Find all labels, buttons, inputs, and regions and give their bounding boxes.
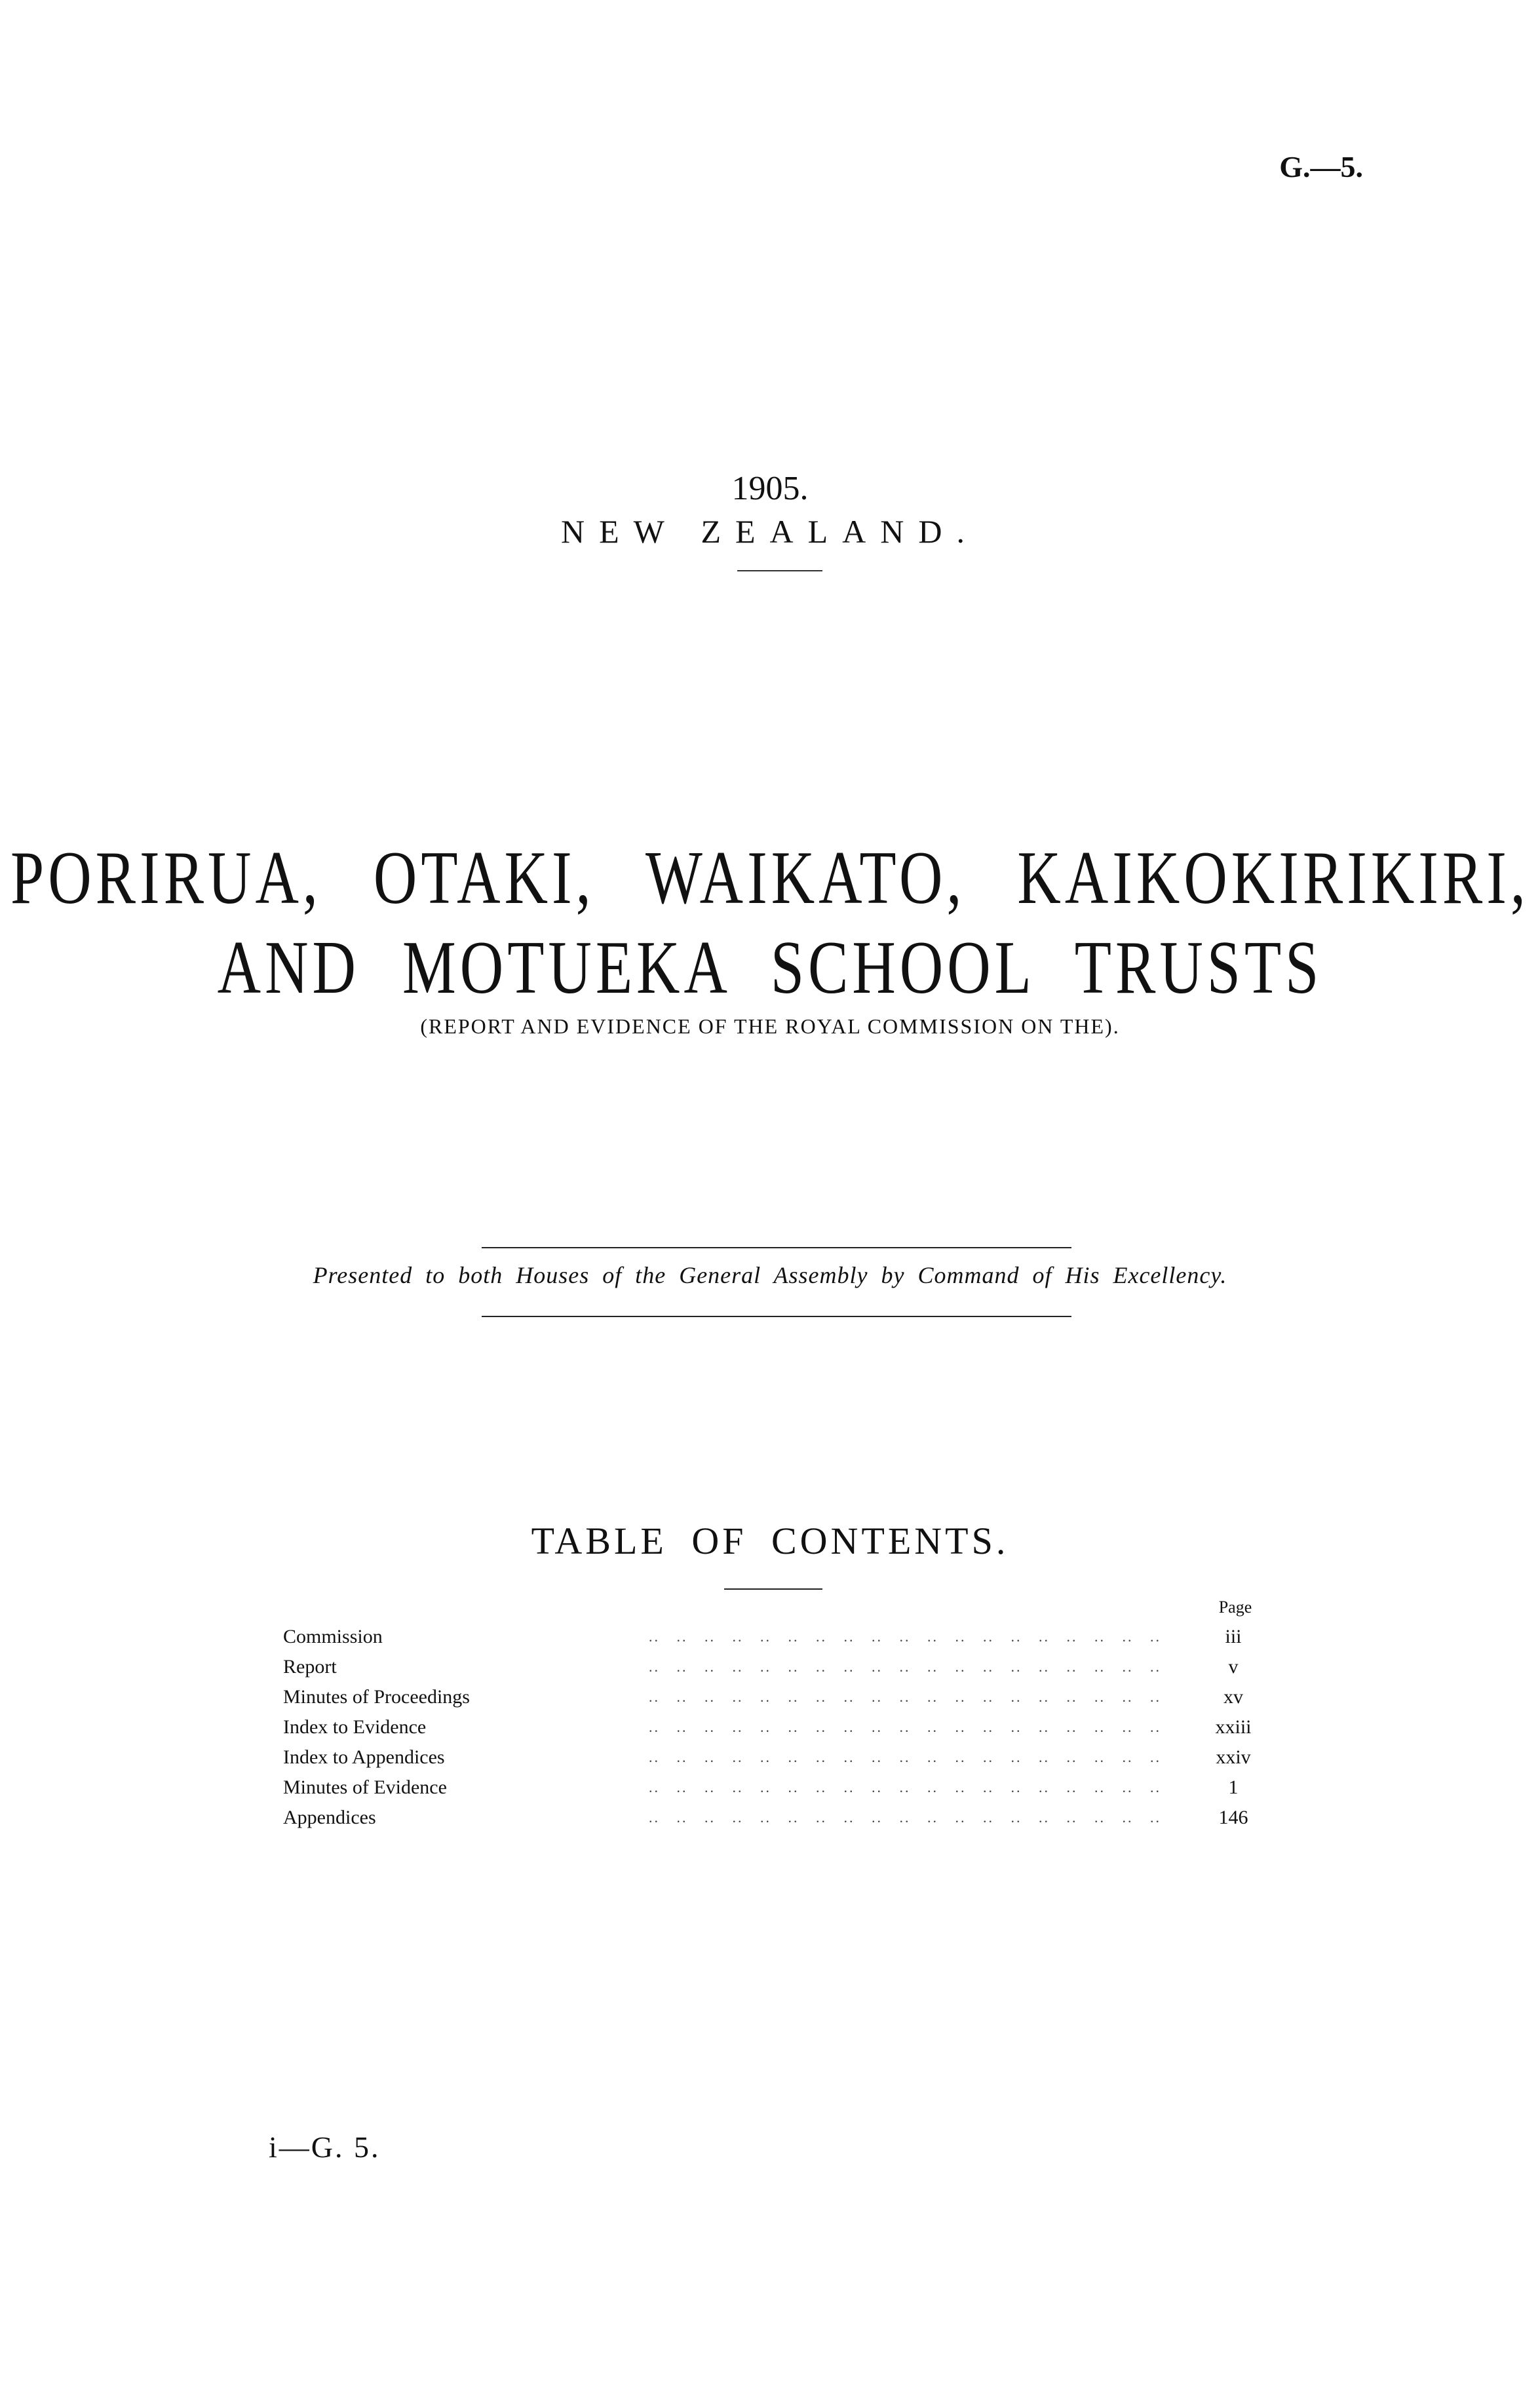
toc-entry-page: iii (1225, 1626, 1242, 1647)
toc-entry-commission[interactable] (283, 1622, 1273, 1652)
toc-entry-page: v (1228, 1656, 1239, 1678)
toc-entry-page: xv (1223, 1686, 1243, 1708)
footer-reference: i—G. 5. (269, 2130, 381, 2164)
leader-dots: .. .. .. .. .. .. .. .. .. .. .. .. .. .. .. .. .. .. .. (649, 1809, 1161, 1826)
document-title-line-1: PORIRUA, OTAKI, WAIKATO, KAIKOKIRIKIRI, (10, 835, 1530, 919)
toc-entry-label: Appendices (283, 1803, 380, 1833)
divider-rule-top (482, 1247, 1071, 1248)
leader-dots: .. .. .. .. .. .. .. .. .. .. .. .. .. .. .. .. .. .. .. (649, 1719, 1161, 1735)
presentation-note: Presented to both Houses of the General Assembly by Command of His Excellency. (313, 1262, 1227, 1288)
document-reference: G.—5. (1279, 150, 1363, 183)
toc-page-column-header: Page (1218, 1598, 1252, 1617)
toc-entry-page: 146 (1218, 1807, 1248, 1828)
leader-dots: .. .. .. .. .. .. .. .. .. .. .. .. .. .. .. .. .. .. .. (649, 1689, 1161, 1705)
toc-entry-label: Commission (283, 1622, 387, 1652)
country-heading: NEW ZEALAND. (561, 513, 979, 550)
toc-entry-label: Index to Appendices (283, 1742, 449, 1773)
toc-entry-label: Index to Evidence (283, 1712, 430, 1742)
leader-dots: .. .. .. .. .. .. .. .. .. .. .. .. .. .. .. .. .. .. .. (649, 1659, 1161, 1675)
toc-entry-page: 1 (1228, 1776, 1239, 1798)
toc-entry-report[interactable] (283, 1652, 1273, 1682)
leader-dots: .. .. .. .. .. .. .. .. .. .. .. .. .. .. .. .. .. .. .. (649, 1628, 1161, 1645)
toc-entry-index-to-appendices[interactable] (283, 1742, 1273, 1773)
document-subtitle: (REPORT AND EVIDENCE OF THE ROYAL COMMISSION ON THE). (420, 1014, 1120, 1038)
toc-entry-index-to-evidence[interactable] (283, 1712, 1273, 1742)
toc-divider-rule (724, 1588, 822, 1590)
leader-dots: .. .. .. .. .. .. .. .. .. .. .. .. .. .. .. .. .. .. .. (649, 1779, 1161, 1795)
publication-year: 1905. (731, 470, 809, 507)
toc-entry-minutes-of-proceedings[interactable] (283, 1682, 1273, 1712)
toc-entry-page: xxiv (1216, 1746, 1251, 1768)
divider-rule-bottom (482, 1316, 1071, 1317)
leader-dots: .. .. .. .. .. .. .. .. .. .. .. .. .. .. .. .. .. .. .. (649, 1749, 1161, 1765)
toc-entry-appendices[interactable] (283, 1803, 1273, 1833)
toc-entry-minutes-of-evidence[interactable] (283, 1773, 1273, 1803)
toc-entry-page: xxiii (1215, 1716, 1252, 1738)
toc-entry-label: Report (283, 1652, 341, 1682)
toc-entry-label: Minutes of Evidence (283, 1773, 451, 1803)
toc-heading: TABLE OF CONTENTS. (531, 1520, 1009, 1562)
divider-rule (737, 570, 822, 571)
toc-entry-label: Minutes of Proceedings (283, 1682, 474, 1712)
document-title-line-2: AND MOTUEKA SCHOOL TRUSTS (217, 925, 1323, 1009)
table-of-contents (283, 1622, 1273, 1833)
